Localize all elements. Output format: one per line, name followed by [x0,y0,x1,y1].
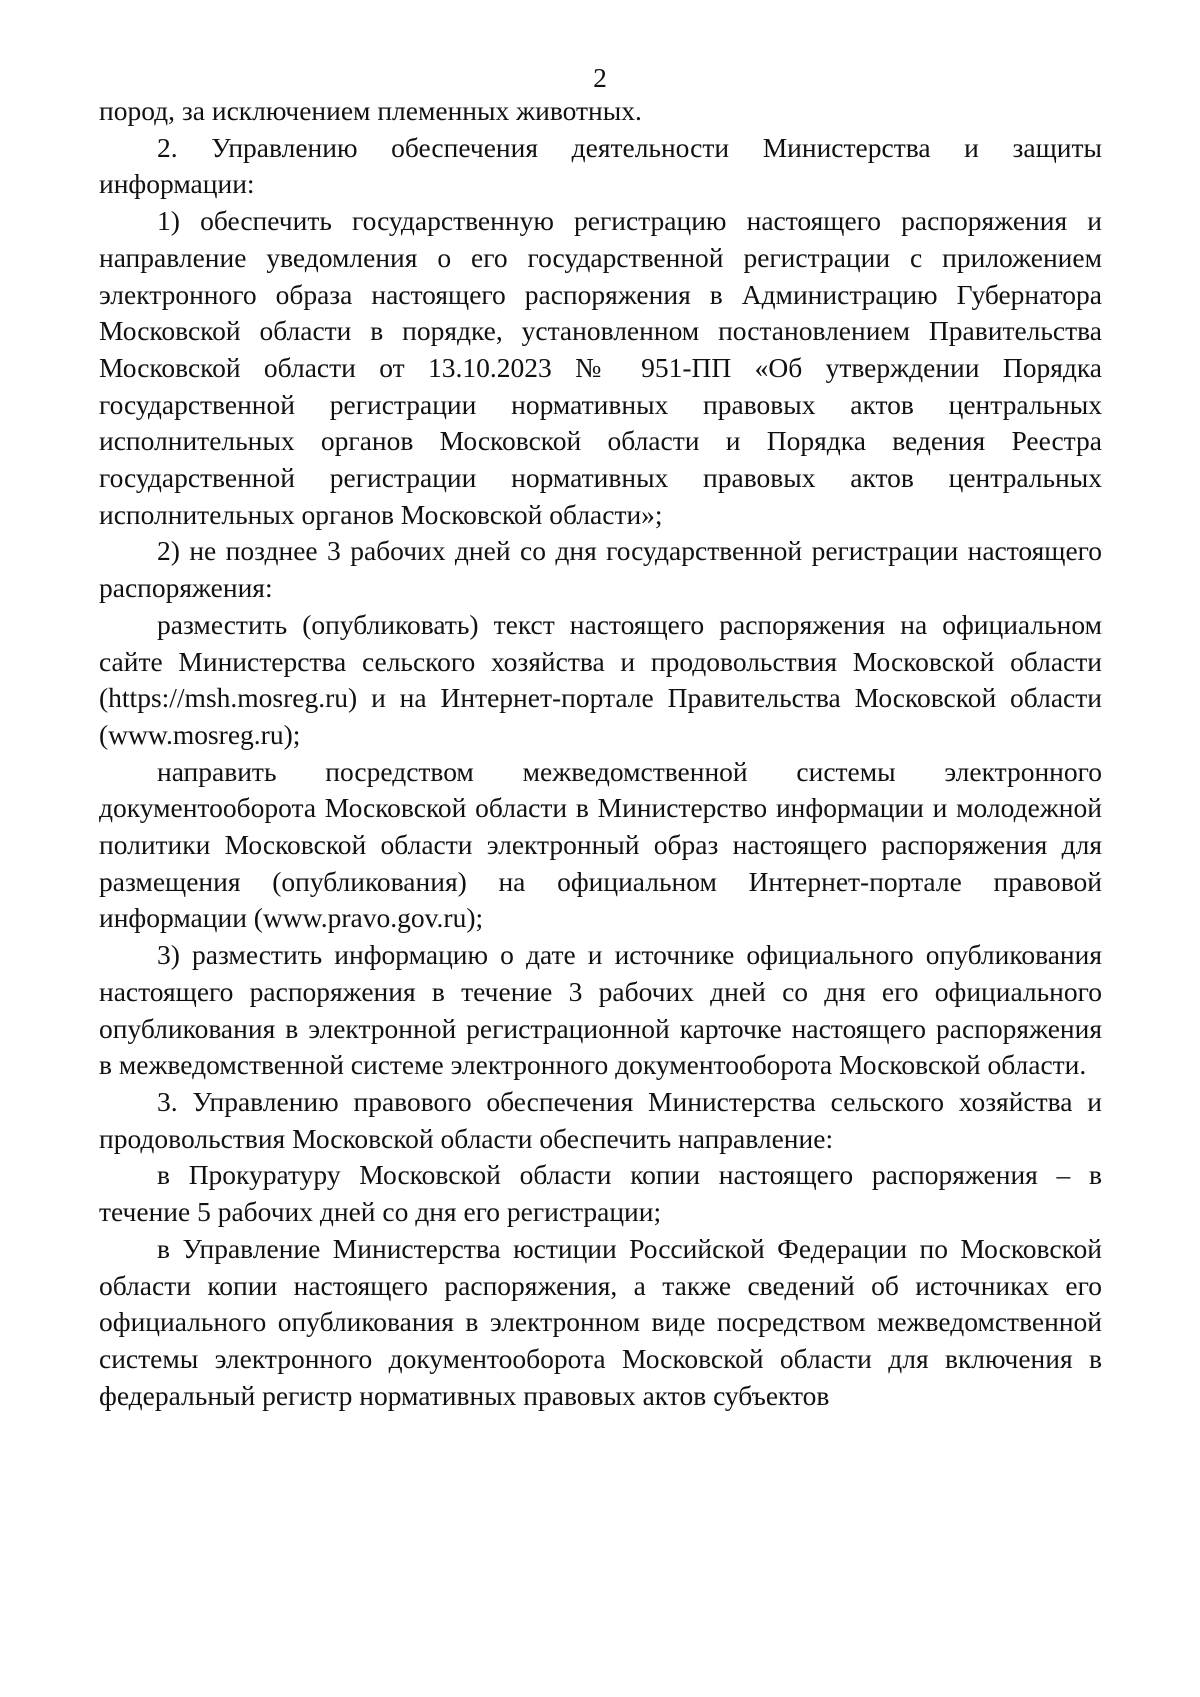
paragraph-subitem-2: 2) не позднее 3 рабочих дней со дня государственной регистрации настоящего распоряжения: [99,535,1102,604]
paragraph-justice-ministry: в Управление Министерства юстиции Российской Федерации по Московской области копии настоящего распоряжения, а также сведений об источниках его официального опубликования в электронном виде посредством межведомственной системы электронного документооборота Московской области для включения в федеральный регистр нормативных правовых актов субъектов [99,1232,1102,1411]
document-body [99,93,1102,1414]
paragraph-subitem-3: 3) разместить информацию о дате и источнике официального опубликования настоящего распоряжения в течение 3 рабочих дней со дня его официального опубликования в электронной регистрационной карточке настоящего распоряжения в межведомственной системе электронного документооборота Московской области. [99,939,1102,1081]
paragraph-subitem-1: 1) обеспечить государственную регистрацию настоящего распоряжения и направление уведомления о его государственной регистрации с приложением электронного образа настоящего распоряжения в Администрацию Губернатора Московской области в порядке, установленном постановлением Правительства Московской области от 13.10.2023 № 951-ПП «Об утверждении Порядка государственной регистрации нормативных правовых актов центральных исполнительных органов Московской области и Порядка ведения Реестра государственной регистрации нормативных правовых актов центральных исполнительных органов Московской области»; [99,205,1102,530]
paragraph-continuation: пород, за исключением племенных животных. [99,95,642,126]
paragraph-item-3: 3. Управлению правового обеспечения Министерства сельского хозяйства и продовольствия Московской области обеспечить направление: [99,1085,1102,1154]
paragraph-publish-sites: разместить (опубликовать) текст настоящего распоряжения на официальном сайте Министерства сельского хозяйства и продовольствия Московской области (https://msh.mosreg.ru) и на Интернет-портале Правительства Московской области (www.mosreg.ru); [99,608,1102,750]
paragraph-item-2: 2. Управлению обеспечения деятельности Министерства и защиты информации: [99,131,1102,200]
page-number: 2 [593,62,607,93]
paragraph-send-ministry: направить посредством межведомственной системы электронного документооборота Московской области в Министерство информации и молодежной политики Московской области электронный образ настоящего распоряжения для размещения (опубликования) на официальном Интернет-портале правовой информации (www.pravo.gov.ru); [99,755,1102,934]
paragraph-prosecutor: в Прокуратуру Московской области копии настоящего распоряжения – в течение 5 рабочих дней со дня его регистрации; [99,1159,1102,1228]
